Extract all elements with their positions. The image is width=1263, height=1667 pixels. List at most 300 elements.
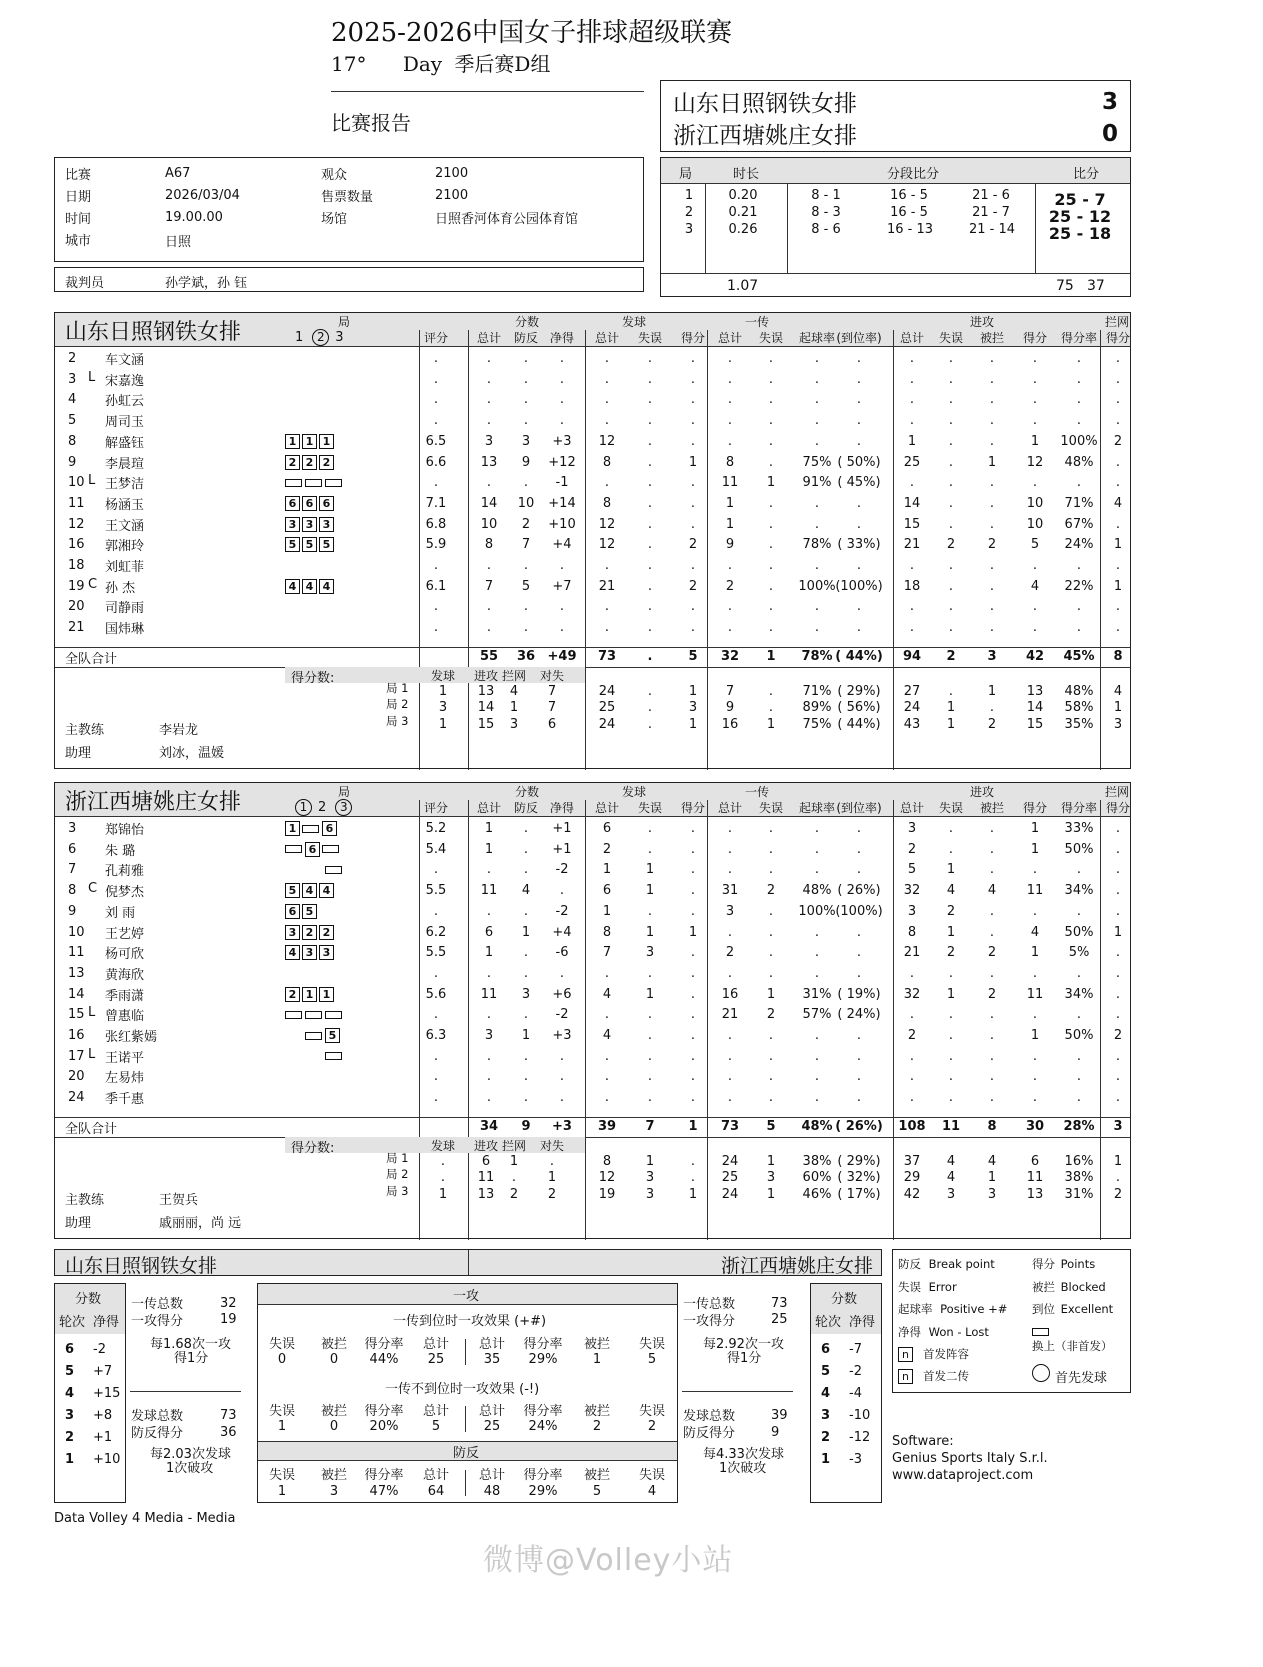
- time-label: 时间: [65, 212, 92, 227]
- player-stat: .: [523, 599, 529, 615]
- player-stat: 31: [721, 883, 739, 899]
- total-away-points: 37: [1087, 278, 1105, 294]
- home-player-row: [55, 351, 1130, 372]
- bp-val: 4: [647, 1484, 657, 1499]
- round-line: [331, 48, 550, 77]
- player-stat: .: [523, 903, 529, 919]
- fa2-head: 失误: [638, 1404, 665, 1419]
- start-rotation-box: 4: [302, 579, 317, 594]
- summary-header: [54, 1249, 882, 1276]
- player-stat: .: [559, 599, 565, 615]
- total-stat: +3: [552, 1119, 572, 1134]
- player-stat: +14: [548, 495, 576, 511]
- player-stat: 11: [1026, 883, 1044, 899]
- away-rot-num: 4: [821, 1386, 831, 1401]
- bp-val: 5: [592, 1484, 602, 1499]
- player-stat: .: [559, 413, 565, 429]
- player-stat: .: [1076, 1090, 1082, 1106]
- player-stat: .: [647, 537, 653, 553]
- start-rotation-box: 2: [302, 455, 317, 470]
- player-stat: .: [948, 454, 954, 470]
- player-stat: .: [856, 965, 862, 981]
- set-stat: .: [647, 700, 653, 716]
- set-pts-stat: .: [440, 1170, 446, 1186]
- legend-sub: 换上（非首发）: [1032, 1324, 1130, 1354]
- player-stat: 12: [598, 433, 616, 449]
- player-stat: .: [647, 351, 653, 366]
- player-stat: .: [909, 413, 915, 429]
- player-number: 9: [68, 454, 77, 470]
- player-stat: .: [433, 620, 439, 636]
- score-box: [660, 80, 1131, 152]
- player-stat: .: [768, 433, 774, 449]
- home-set-nums: [295, 329, 353, 346]
- player-stat: .: [909, 1090, 915, 1106]
- sub-icon: [325, 866, 342, 874]
- player-number: 10: [68, 924, 85, 940]
- set-row-label: 局 3: [386, 713, 409, 728]
- home-player-row: [55, 496, 1130, 517]
- player-stat: 2: [1113, 433, 1123, 449]
- player-stat: .: [1032, 413, 1038, 429]
- player-stat: +1: [552, 841, 572, 857]
- match-info-box: [54, 157, 644, 262]
- player-stat: .: [1115, 558, 1121, 573]
- set-row-duration: 0.20: [728, 188, 758, 203]
- player-stat: -6: [555, 945, 569, 961]
- legend-box: [892, 1249, 1131, 1393]
- player-stat: .: [690, 1069, 696, 1085]
- player-sets: [285, 1007, 345, 1022]
- player-stat: .: [1032, 1048, 1038, 1064]
- player-stat: .: [1032, 475, 1038, 491]
- player-stat: .: [814, 924, 820, 940]
- sub-icon: [325, 1052, 342, 1060]
- set-row-label: 局 2: [386, 697, 409, 712]
- player-stat: .: [559, 965, 565, 981]
- player-stat: 67%: [1064, 516, 1094, 532]
- player-stat: .: [486, 392, 492, 408]
- away-rot-net: -2: [849, 1364, 862, 1379]
- player-stat: .: [856, 862, 862, 878]
- player-stat: .: [1076, 620, 1082, 636]
- player-stat: .: [909, 965, 915, 981]
- away-rot-title: 分数: [831, 1292, 858, 1307]
- player-stat: 5%: [1068, 945, 1090, 961]
- player-stat: .: [856, 1048, 862, 1064]
- player-stat: 2: [987, 537, 997, 553]
- set-stat: ( 17%): [837, 1186, 881, 1202]
- player-stat: 6.6: [425, 454, 447, 470]
- set-stat: 1: [766, 1186, 776, 1202]
- home-fa-label: 一攻得分: [131, 1314, 184, 1329]
- player-stat: .: [856, 841, 862, 857]
- player-stat: .: [948, 1048, 954, 1064]
- player-stat: +4: [552, 537, 572, 553]
- fa1-val: 35: [483, 1352, 501, 1367]
- set-pts-stat: 2: [547, 1186, 557, 1202]
- score-away-team: 浙江西塘姚庄女排: [673, 123, 857, 149]
- home-bp-val: 36: [220, 1425, 237, 1440]
- player-number: 15: [68, 1007, 85, 1023]
- player-stat: .: [433, 475, 439, 491]
- sets-col-score: 比分: [1073, 167, 1100, 182]
- player-stat: .: [1032, 351, 1038, 366]
- home-ratio2: 每2.03次发球: [150, 1447, 231, 1462]
- set-row-p1: 8 - 1: [811, 188, 841, 203]
- player-stat: .: [1076, 862, 1082, 878]
- set-stat: 24: [598, 716, 616, 732]
- total-stat: 7: [645, 1119, 655, 1134]
- fa2-val: 20%: [369, 1419, 399, 1434]
- player-sets: [285, 537, 336, 552]
- player-stat: 1: [645, 986, 655, 1002]
- away-team-section: [54, 782, 1131, 1239]
- fa-sub1: 一传到位时一攻效果 (+#): [393, 1314, 547, 1329]
- player-stat: .: [909, 620, 915, 636]
- away-rot-num: 2: [821, 1430, 831, 1445]
- match-value: A67: [165, 166, 191, 181]
- fa2-val: 0: [329, 1419, 339, 1434]
- player-stat: .: [690, 413, 696, 429]
- player-name: 杨可欣: [105, 947, 145, 963]
- player-stat: .: [604, 1090, 610, 1106]
- away-player-row: [55, 1028, 1130, 1049]
- set-stat: 1: [987, 684, 997, 699]
- set-row-set: 3: [684, 222, 694, 237]
- away-rot-num: 6: [821, 1342, 831, 1357]
- player-stat: .: [856, 516, 862, 532]
- home-ratio1b: 得1分: [174, 1351, 209, 1366]
- player-stat: 1: [987, 454, 997, 470]
- player-stat: 2: [725, 945, 735, 961]
- start-rotation-box: 6: [285, 496, 300, 511]
- player-stat: 2: [688, 578, 698, 594]
- total-stat: 42: [1025, 649, 1045, 664]
- away-player-row: [55, 945, 1130, 966]
- player-stat: .: [1076, 413, 1082, 429]
- player-stat: .: [948, 371, 954, 387]
- player-stat: 8: [602, 454, 612, 470]
- score-home-sets: 3: [1101, 89, 1118, 115]
- bp-divider: [465, 1470, 466, 1496]
- player-stat: .: [690, 821, 696, 836]
- player-stat: .: [690, 392, 696, 408]
- player-stat: 71%: [1064, 495, 1094, 511]
- away-player-row: [55, 925, 1130, 946]
- sets-table: [660, 157, 1131, 297]
- player-stat: -2: [555, 1007, 569, 1023]
- home-rec-val: 32: [220, 1296, 237, 1311]
- home-player-row: [55, 576, 1130, 600]
- player-stat: .: [647, 965, 653, 981]
- score-away-sets: 0: [1101, 121, 1118, 147]
- player-stat: .: [989, 516, 995, 532]
- player-stat: .: [647, 392, 653, 408]
- home-col-head: 评分: [423, 331, 448, 345]
- home-col-head: 起球率: [798, 331, 835, 345]
- player-stat: .: [523, 392, 529, 408]
- player-stat: .: [486, 620, 492, 636]
- player-stat: .: [768, 620, 774, 636]
- player-stat: 1: [645, 862, 655, 878]
- legend-net: 净得 Won - Lost: [898, 1325, 989, 1339]
- set-stat: 1: [688, 1186, 698, 1202]
- set-pts-stat: .: [511, 1170, 517, 1186]
- set-stat: .: [647, 684, 653, 699]
- set-stat: .: [948, 684, 954, 699]
- player-name: 倪梦杰: [105, 885, 145, 901]
- total-stat: 36: [516, 649, 536, 664]
- referee-label: 裁判员: [65, 276, 105, 291]
- player-number: 5: [68, 413, 77, 429]
- player-name: 黄海欣: [105, 967, 145, 983]
- home-group-拦网: 拦网: [1105, 315, 1130, 329]
- summary-away-name: 浙江西塘姚庄女排: [720, 1255, 873, 1277]
- fa2-head: 得分率: [364, 1404, 404, 1419]
- player-stat: +4: [552, 924, 572, 940]
- away-pts-head: 拦网: [501, 1139, 526, 1153]
- player-stat: .: [948, 1069, 954, 1085]
- player-stat: .: [1115, 1048, 1121, 1064]
- player-stat: -2: [555, 862, 569, 878]
- player-name: 王诺平: [105, 1050, 145, 1066]
- set-pts-stat: 6: [481, 1154, 491, 1169]
- player-stat: 1: [946, 862, 956, 878]
- player-stat: .: [768, 371, 774, 387]
- set-stat: 1: [987, 1170, 997, 1186]
- player-stat: .: [690, 1090, 696, 1106]
- player-stat: 48%: [1064, 454, 1094, 470]
- player-stat: .: [559, 371, 565, 387]
- player-stat: 5.5: [425, 945, 447, 961]
- player-stat: .: [486, 475, 492, 491]
- referee-box: [54, 267, 644, 292]
- bp-head: 总计: [478, 1468, 505, 1483]
- total-stat: 73: [720, 1119, 740, 1134]
- player-sets: [285, 434, 336, 449]
- player-stat: .: [486, 1090, 492, 1106]
- player-stat: 21: [721, 1007, 739, 1023]
- away-group-发球: 发球: [622, 785, 647, 799]
- player-stat: 32: [903, 883, 921, 899]
- player-stat: 2: [766, 1007, 776, 1023]
- player-stat: 11: [1026, 986, 1044, 1002]
- set-stat: 13: [1026, 1186, 1044, 1202]
- legend-starter: n 首发阵容: [898, 1346, 969, 1362]
- player-stat: .: [523, 862, 529, 878]
- set-row-score: 25 - 12: [1048, 207, 1112, 226]
- set-row-p3: 21 - 7: [972, 205, 1010, 220]
- player-stat: .: [523, 620, 529, 636]
- home-srv-label: 发球总数: [131, 1409, 184, 1424]
- set-stat: 2: [987, 716, 997, 732]
- fa1-val: 0: [277, 1352, 287, 1367]
- player-stat: .: [989, 371, 995, 387]
- total-stat: +49: [547, 649, 577, 664]
- player-stat: 12: [1026, 454, 1044, 470]
- venue-label: 场馆: [321, 212, 348, 227]
- player-stat: .: [989, 903, 995, 919]
- start-rotation-box: 5: [302, 537, 317, 552]
- player-stat: ( 33%): [837, 537, 881, 553]
- player-stat: .: [989, 1007, 995, 1023]
- home-col-head: 总计: [717, 331, 742, 345]
- player-stat: .: [523, 841, 529, 857]
- player-stat: .: [856, 821, 862, 836]
- legend-pts: 得分 Points: [1032, 1257, 1096, 1271]
- player-stat: ( 45%): [837, 475, 881, 491]
- away-col-head: 失误: [758, 801, 783, 815]
- bp-val: 3: [329, 1484, 339, 1499]
- player-stat: +1: [552, 821, 572, 836]
- home-pts-head: 进攻: [473, 669, 498, 683]
- home-col-head: 失误: [758, 331, 783, 345]
- home-rot-net: -2: [93, 1342, 106, 1357]
- fa1-head: 失误: [268, 1337, 295, 1352]
- player-stat: .: [486, 903, 492, 919]
- away-rec-val: 73: [771, 1296, 788, 1311]
- player-stat: .: [856, 495, 862, 511]
- bp-val: 47%: [369, 1484, 399, 1499]
- away-player-row: [55, 883, 1130, 904]
- player-stat: .: [559, 351, 565, 366]
- player-stat: .: [768, 537, 774, 553]
- fa1-val: 1: [592, 1352, 602, 1367]
- player-stat: 57%: [802, 1007, 832, 1023]
- player-sets: [285, 904, 339, 919]
- audience-value: 2100: [435, 166, 469, 181]
- home-player-row: [55, 620, 1130, 641]
- player-stat: .: [989, 351, 995, 366]
- set-stat: 7: [725, 684, 735, 699]
- set-stat: 60%: [802, 1170, 832, 1186]
- set-pts-stat: 1: [509, 700, 519, 716]
- away-pts-head: 发球: [430, 1139, 455, 1153]
- home-player-row: [55, 517, 1130, 538]
- player-stat: 7: [484, 578, 494, 594]
- player-stat: -2: [555, 903, 569, 919]
- fa2-val: 1: [277, 1419, 287, 1434]
- set-row-label: 局 1: [386, 1151, 409, 1165]
- player-sets: [285, 475, 345, 490]
- player-stat: .: [1032, 371, 1038, 387]
- player-stat: 5: [907, 862, 917, 878]
- player-stat: .: [647, 821, 653, 836]
- away-col-head: 总计: [717, 801, 742, 815]
- set-row-label: 局 2: [386, 1167, 409, 1182]
- sets-col-set: 局: [679, 167, 693, 182]
- player-number: 11: [68, 495, 85, 511]
- player-stat: .: [1115, 392, 1121, 408]
- start-rotation-box: 6: [322, 821, 337, 836]
- player-stat: 32: [903, 986, 921, 1002]
- player-stat: .: [647, 454, 653, 470]
- player-stat: .: [856, 392, 862, 408]
- player-stat: .: [1076, 392, 1082, 408]
- total-stat: 28%: [1063, 1119, 1095, 1134]
- player-stat: .: [989, 578, 995, 594]
- set-pts-stat: .: [440, 1154, 446, 1169]
- player-stat: .: [948, 351, 954, 366]
- player-stat: .: [856, 1028, 862, 1043]
- set-stat: 24: [903, 700, 921, 716]
- set-pts-stat: 1: [438, 684, 448, 699]
- player-stat: .: [1076, 351, 1082, 366]
- set-row-set: 2: [684, 205, 694, 220]
- set-row-p2: 16 - 5: [890, 205, 928, 220]
- player-stat: .: [768, 924, 774, 940]
- home-rot-net: +10: [93, 1452, 121, 1467]
- player-stat: 2: [987, 945, 997, 961]
- player-stat: 11: [480, 883, 498, 899]
- player-stat: .: [433, 413, 439, 429]
- player-stat: .: [948, 599, 954, 615]
- set-stat: 25: [721, 1170, 739, 1186]
- player-stat: .: [523, 1090, 529, 1106]
- away-coach-name: 王贺兵: [159, 1193, 199, 1208]
- home-col-head: (到位率): [836, 331, 882, 345]
- player-stat: .: [647, 1007, 653, 1023]
- player-name: 周司玉: [105, 415, 145, 431]
- away-col-head: 防反: [513, 801, 538, 815]
- player-stat: 50%: [1064, 924, 1094, 940]
- home-player-row: [55, 413, 1130, 434]
- player-stat: 8: [602, 924, 612, 940]
- player-stat: .: [989, 821, 995, 836]
- start-rotation-box: 4: [285, 945, 300, 960]
- player-stat: .: [856, 371, 862, 387]
- player-stat: .: [856, 1069, 862, 1085]
- player-stat: 5: [521, 578, 531, 594]
- home-ratio2b: 1次破攻: [166, 1461, 214, 1476]
- player-stat: 9: [725, 537, 735, 553]
- player-stat: .: [1115, 945, 1121, 961]
- player-stat: .: [604, 371, 610, 387]
- player-stat: 75%: [802, 454, 832, 470]
- player-stat: +3: [552, 433, 572, 449]
- player-stat: 1: [688, 454, 698, 470]
- player-stat: .: [433, 965, 439, 981]
- home-rot-num: 6: [65, 1342, 75, 1357]
- player-stat: .: [433, 1069, 439, 1085]
- player-stat: 3: [725, 903, 735, 919]
- set-pts-stat: 1: [547, 1170, 557, 1186]
- player-stat: +7: [552, 578, 572, 594]
- player-stat: 1: [521, 924, 531, 940]
- home-rot-num: 3: [65, 1408, 75, 1423]
- first-attack-box: [257, 1283, 678, 1503]
- player-stat: 6.3: [425, 1028, 447, 1043]
- start-rotation-box: 2: [302, 925, 317, 940]
- player-name: 郑锦怡: [105, 823, 145, 838]
- player-stat: .: [948, 475, 954, 491]
- home-col-head: 总计: [476, 331, 501, 345]
- player-stat: 8: [907, 924, 917, 940]
- set-pts-stat: 15: [477, 716, 495, 732]
- player-stat: .: [604, 558, 610, 573]
- set-stat: 4: [987, 1154, 997, 1169]
- player-stat: .: [486, 1069, 492, 1085]
- player-stat: .: [814, 413, 820, 429]
- player-stat: .: [1076, 558, 1082, 573]
- player-stat: 6.2: [425, 924, 447, 940]
- sub-icon: [302, 825, 319, 833]
- player-stat: 21: [903, 537, 921, 553]
- set-pts-stat: 13: [477, 1186, 495, 1202]
- set-stat: ( 29%): [837, 684, 881, 699]
- player-number: 20: [68, 599, 85, 615]
